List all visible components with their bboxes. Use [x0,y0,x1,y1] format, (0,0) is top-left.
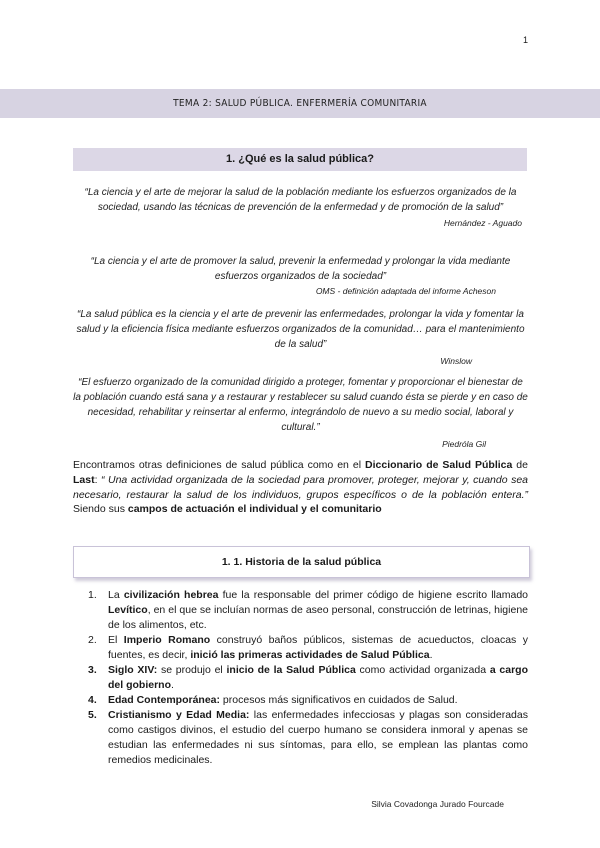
quote-text: “La ciencia y el arte de promover la salud, prevenir la enfermedad y prolongar la vida mediante esfuerzos organizados de la sociedad” [90,256,511,282]
item-text: El [108,634,124,646]
item-bold: Levítico [108,604,148,616]
item-text: La [108,589,124,601]
intro-bold-last: Last [73,473,95,486]
intro-bold-fields: campos de actuación el individual y el comunitario [127,503,382,516]
section-heading-historia: 1. 1. Historia de la salud pública [73,546,530,578]
list-number: 1. [88,589,97,601]
quote-text: “El esfuerzo organizado de la comunidad dirigido a proteger, fomentar y proporcionar el bienestar de la población cuando está sana y a restaurar y restablecer su salud cuando ésta se pierde y en caso de necesidad, rehabilitar y reinsertar al enfermo, integrándolo de nuevo a su medio social, laboral y cultural.” [73,377,528,433]
item-text: procesos más significativos en cuidados de Salud. [220,694,458,706]
item-bold: inicio de la Salud Pública [226,664,356,676]
intro-text: Siendo sus [73,503,128,516]
quote-author: Hernández - Aguado [443,218,522,228]
document-title: TEMA 2: SALUD PÚBLICA. ENFERMERÍA COMUNITARIA [173,98,427,109]
intro-definition: “ Una actividad organizada de la sociedad para promover, proteger, mejorar y, cuando sea necesario, restaurar la salud de los individuos, grupos específicos o de la población entera.” [73,473,528,501]
item-text: , en el que se incluían normas de aseo personal, construcción de letrinas, higiene de los alimentos, etc. [108,604,528,631]
item-bold: civilización hebrea [123,589,219,601]
list-item [88,693,528,708]
item-bold: Imperio Romano [123,634,211,646]
list-number: 2. [88,634,97,646]
intro-text: de [512,459,528,471]
list-item [88,708,528,768]
item-text: las enfermedades infecciosas y plagas son consideradas como castigos divinos, el estudio del cuerpo humano se considera inmoral y apenas se estudian las enfermedades ni sus síntomas, para ello, se emplean las plantas como remedios medicinales. [108,709,528,766]
item-text: se produjo el [157,664,227,676]
document-header [0,89,600,118]
item-bold: a cargo del gobierno [108,664,528,691]
intro-bold-dictionary: Diccionario de Salud Pública [365,459,513,471]
list-item [88,663,528,693]
list-number: 3. [88,664,97,676]
item-bold: Siglo XIV: [108,664,158,676]
item-text: construyó baños públicos, sistemas de acueductos, cloacas y fuentes, es decir, [108,634,528,661]
footer-author: Silvia Covadonga Jurado Fourcade [371,799,504,809]
item-bold: Cristianismo y Edad Media: [108,709,250,721]
item-text: fue la responsable del primer código de higiene escrito llamado [218,589,528,601]
quote-text: “La salud pública es la ciencia y el arte de prevenir las enfermedades, prolongar la vida y fomentar la salud y la eficiencia física mediante esfuerzos organizados de la comunidad… para el mantenimiento de la salud” [76,309,525,350]
quote-hernandez [73,185,528,231]
history-list [88,588,528,768]
item-text: como actividad organizada [355,664,490,676]
quote-text: “La ciencia y el arte de mejorar la salud de la población mediante los esfuerzos organizados de la sociedad, usando las técnicas de prevención de la enfermedad y de promoción de la salud” [84,187,517,213]
intro-text: : [94,473,102,486]
quote-winslow [73,307,528,369]
list-item [88,633,528,663]
page-number: 1 [522,35,528,45]
quote-piedrola [73,375,528,452]
list-number: 5. [88,709,97,721]
item-text: . [171,679,174,691]
item-bold: inició las primeras actividades de Salud Pública [190,649,430,661]
quote-author: OMS - definición adaptada del informe Acheson [315,286,496,296]
intro-text: Encontramos otras definiciones de salud pública como en el [73,459,366,471]
quote-author: Piedróla Gil [442,439,486,449]
section-heading-que-es: 1. ¿Qué es la salud pública? [73,148,527,171]
intro-paragraph [73,458,528,517]
list-number: 4. [88,694,97,706]
item-text: . [429,649,433,661]
item-bold: Edad Contemporánea: [108,694,221,706]
list-item [88,588,528,633]
quote-author: Winslow [440,356,472,366]
quote-oms [73,254,528,299]
